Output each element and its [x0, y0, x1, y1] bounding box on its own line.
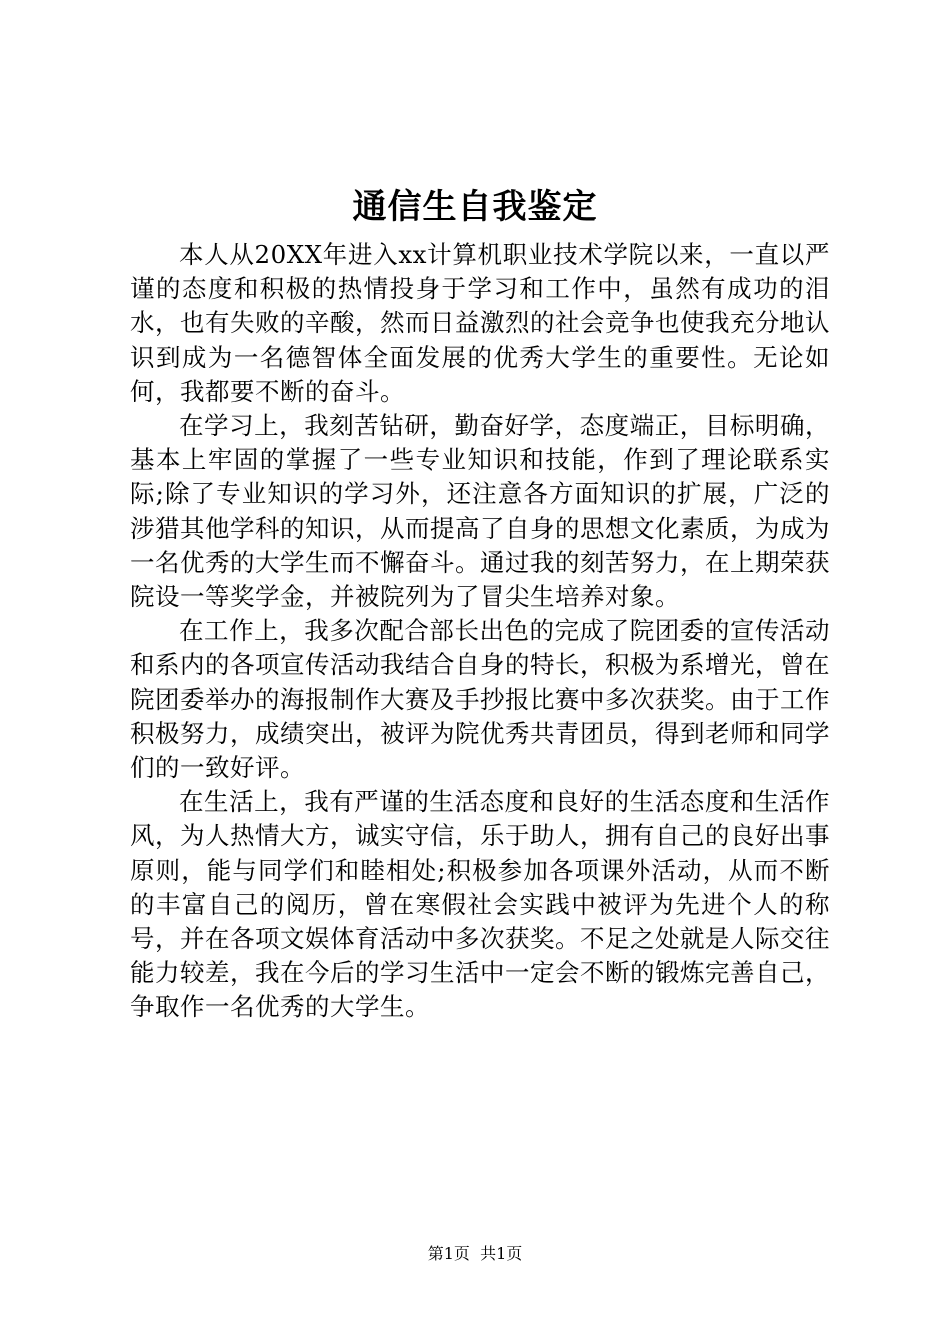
page-footer	[0, 1244, 950, 1264]
paragraph-intro: 本人从20XX年进入xx计算机职业技术学院以来，一直以严谨的态度和积极的热情投身于学习和工作中，虽然有成功的泪水，也有失败的辛酸，然而日益激烈的社会竞争也使我充分地认识到成为一名德智体全面发展的优秀大学生的重要性。无论如何，我都要不断的奋斗。	[130, 240, 830, 406]
paragraph-work: 在工作上，我多次配合部长出色的完成了院团委的宣传活动和系内的各项宣传活动我结合自身的特长，积极为系增光，曾在院团委举办的海报制作大赛及手抄报比赛中多次获奖。由于工作积极努力，成绩突出，被评为院优秀共青团员，得到老师和同学们的一致好评。	[130, 616, 830, 783]
document-body	[130, 238, 830, 1025]
document-title: 通信生自我鉴定	[352, 187, 598, 227]
paragraph-study: 在学习上，我刻苦钻研，勤奋好学，态度端正，目标明确，基本上牢固的掌握了一些专业知识和技能，作到了理论联系实际;除了专业知识的学习外，还注意各方面知识的扩展，广泛的涉猎其他学科的知识，从而提高了自身的思想文化素质，为成为一名优秀的大学生而不懈奋斗。通过我的刻苦努力，在上期荣获院设一等奖学金，并被院列为了冒尖生培养对象。	[130, 411, 830, 612]
paragraph-life: 在生活上，我有严谨的生活态度和良好的生活态度和生活作风，为人热情大方，诚实守信，乐于助人，拥有自己的良好出事原则，能与同学们和睦相处;积极参加各项课外活动，从而不断的丰富自己的阅历，曾在寒假社会实践中被评为先进个人的称号，并在各项文娱体育活动中多次获奖。不足之处就是人际交往能力较差，我在今后的学习生活中一定会不断的锻炼完善自己，争取作一名优秀的大学生。	[130, 787, 830, 1022]
page-number: 第1页	[427, 1244, 470, 1263]
page-total: 共1页	[480, 1244, 523, 1263]
